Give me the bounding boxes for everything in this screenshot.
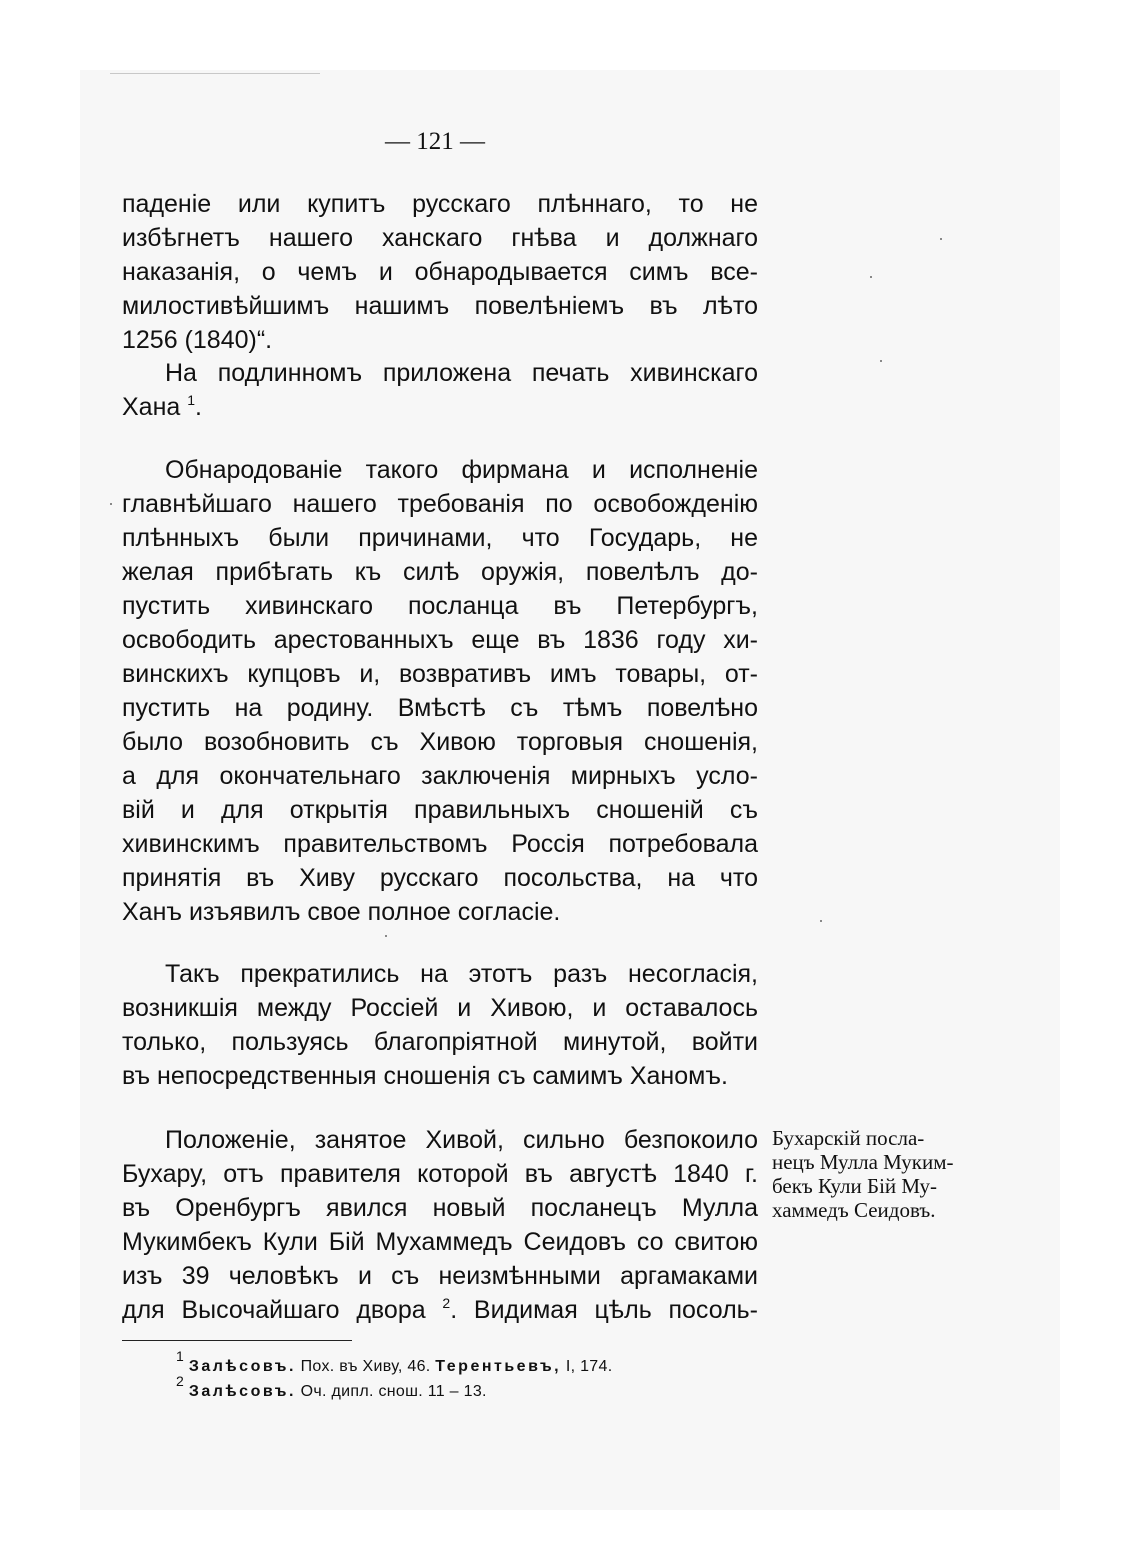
- scan-speck: [870, 276, 872, 278]
- footnote-number: 2: [176, 1373, 185, 1389]
- footnote-author: Терентьевъ,: [435, 1358, 562, 1375]
- text-line: плѣнныхъ были причинами, что Государь, не: [122, 524, 758, 552]
- text-line: Такъ прекратились на этотъ разъ несогласія,: [165, 960, 758, 988]
- text-line: винскихъ купцовъ и, возвративъ имъ товары, от-: [122, 660, 758, 688]
- text-line: Бухару, отъ правителя которой въ августѣ 1840 г.: [122, 1160, 758, 1188]
- text-line: было возобновить съ Хивою торговыя сношенія,: [122, 728, 758, 756]
- text-line: пустить хивинскаго посланца въ Петербургъ,: [122, 592, 758, 620]
- footnote-author: Залѣсовъ.: [188, 1383, 296, 1400]
- text-line: Положеніе, занятое Хивой, сильно безпокоило: [165, 1126, 758, 1154]
- scan-artifact: [110, 73, 320, 76]
- text-line: освободить арестованныхъ еще въ 1836 году хи-: [122, 626, 758, 654]
- text-line: въ непосредственныя сношенія съ самимъ Ханомъ.: [122, 1062, 728, 1090]
- margin-note-line: Бухарскій посла-: [772, 1126, 925, 1150]
- text-line: а для окончательнаго заключенія мирныхъ усло-: [122, 762, 758, 790]
- text-line-with-footnote-ref: [122, 1293, 758, 1327]
- text-line: наказанія, о чемъ и обнародывается симъ все-: [122, 258, 758, 286]
- text-line: 1256 (1840)“.: [122, 326, 273, 354]
- footnote-author: Залѣсовъ.: [188, 1358, 296, 1375]
- text-line: хивинскимъ правительствомъ Россія потребовала: [122, 830, 758, 858]
- text-line: главнѣйшаго нашего требованія по освобожденію: [122, 490, 758, 518]
- footnote-text: I, 174.: [561, 1358, 613, 1375]
- text-line: паденіе или купитъ русскаго плѣннаго, то не: [122, 190, 758, 218]
- scan-speck: [880, 360, 882, 362]
- footnote: [176, 1373, 487, 1403]
- footnote-rule: [122, 1340, 352, 1341]
- margin-note-line: нецъ Мулла Муким-: [772, 1150, 954, 1174]
- text-line: пустить на родину. Вмѣстѣ съ тѣмъ повелѣно: [122, 694, 758, 722]
- text-line: только, пользуясь благопріятной минутой, войти: [122, 1028, 758, 1056]
- text-line: желая прибѣгать къ силѣ оружія, повелѣлъ до-: [122, 558, 758, 586]
- text-line: милостивѣйшимъ нашимъ повелѣніемъ въ лѣто: [122, 292, 758, 320]
- scan-speck: [820, 920, 822, 922]
- text-line: возникшія между Россіей и Хивою, и оставалось: [122, 994, 758, 1022]
- text-line: принятія въ Хиву русскаго посольства, на что: [122, 864, 758, 892]
- footnote: [176, 1348, 613, 1378]
- footnote-ref: 2: [442, 1295, 451, 1311]
- footnote-number: 1: [176, 1348, 185, 1364]
- text-fragment: Хана: [122, 393, 181, 421]
- text-line-with-footnote-ref: [122, 390, 758, 424]
- text-line: Мукимбекъ Кули Бій Мухаммедъ Сеидовъ со свитою: [122, 1228, 758, 1256]
- text-fragment: .: [195, 393, 202, 421]
- margin-note-line: хаммедъ Сеидовъ.: [772, 1198, 936, 1222]
- scan-speck: [110, 503, 112, 505]
- text-line: избѣгнетъ нашего ханскаго гнѣва и должнаго: [122, 224, 758, 252]
- text-line: изъ 39 человѣкъ и съ неизмѣнными аргамаками: [122, 1262, 758, 1290]
- footnote-ref: 1: [187, 392, 196, 408]
- footnote-text: Пох. въ Хиву, 46.: [295, 1358, 436, 1375]
- text-fragment: для Высочайшаго двора: [122, 1296, 426, 1324]
- text-line: вій и для открытія правильныхъ сношеній съ: [122, 796, 758, 824]
- text-line: въ Оренбургъ явился новый посланецъ Мулла: [122, 1194, 758, 1222]
- text-fragment: . Видимая цѣль посоль-: [450, 1296, 759, 1324]
- text-line: Обнародованіе такого фирмана и исполненіе: [165, 456, 758, 484]
- scan-speck: [385, 935, 387, 937]
- margin-note-line: бекъ Кули Бій Му-: [772, 1174, 938, 1198]
- scan-speck: [940, 238, 942, 240]
- text-line: Ханъ изъявилъ свое полное согласіе.: [122, 898, 561, 926]
- page-number: — 121 —: [385, 128, 485, 155]
- footnote-text: Оч. дипл. снош. 11 – 13.: [295, 1383, 487, 1400]
- text-line: На подлинномъ приложена печать хивинскаго: [165, 359, 758, 387]
